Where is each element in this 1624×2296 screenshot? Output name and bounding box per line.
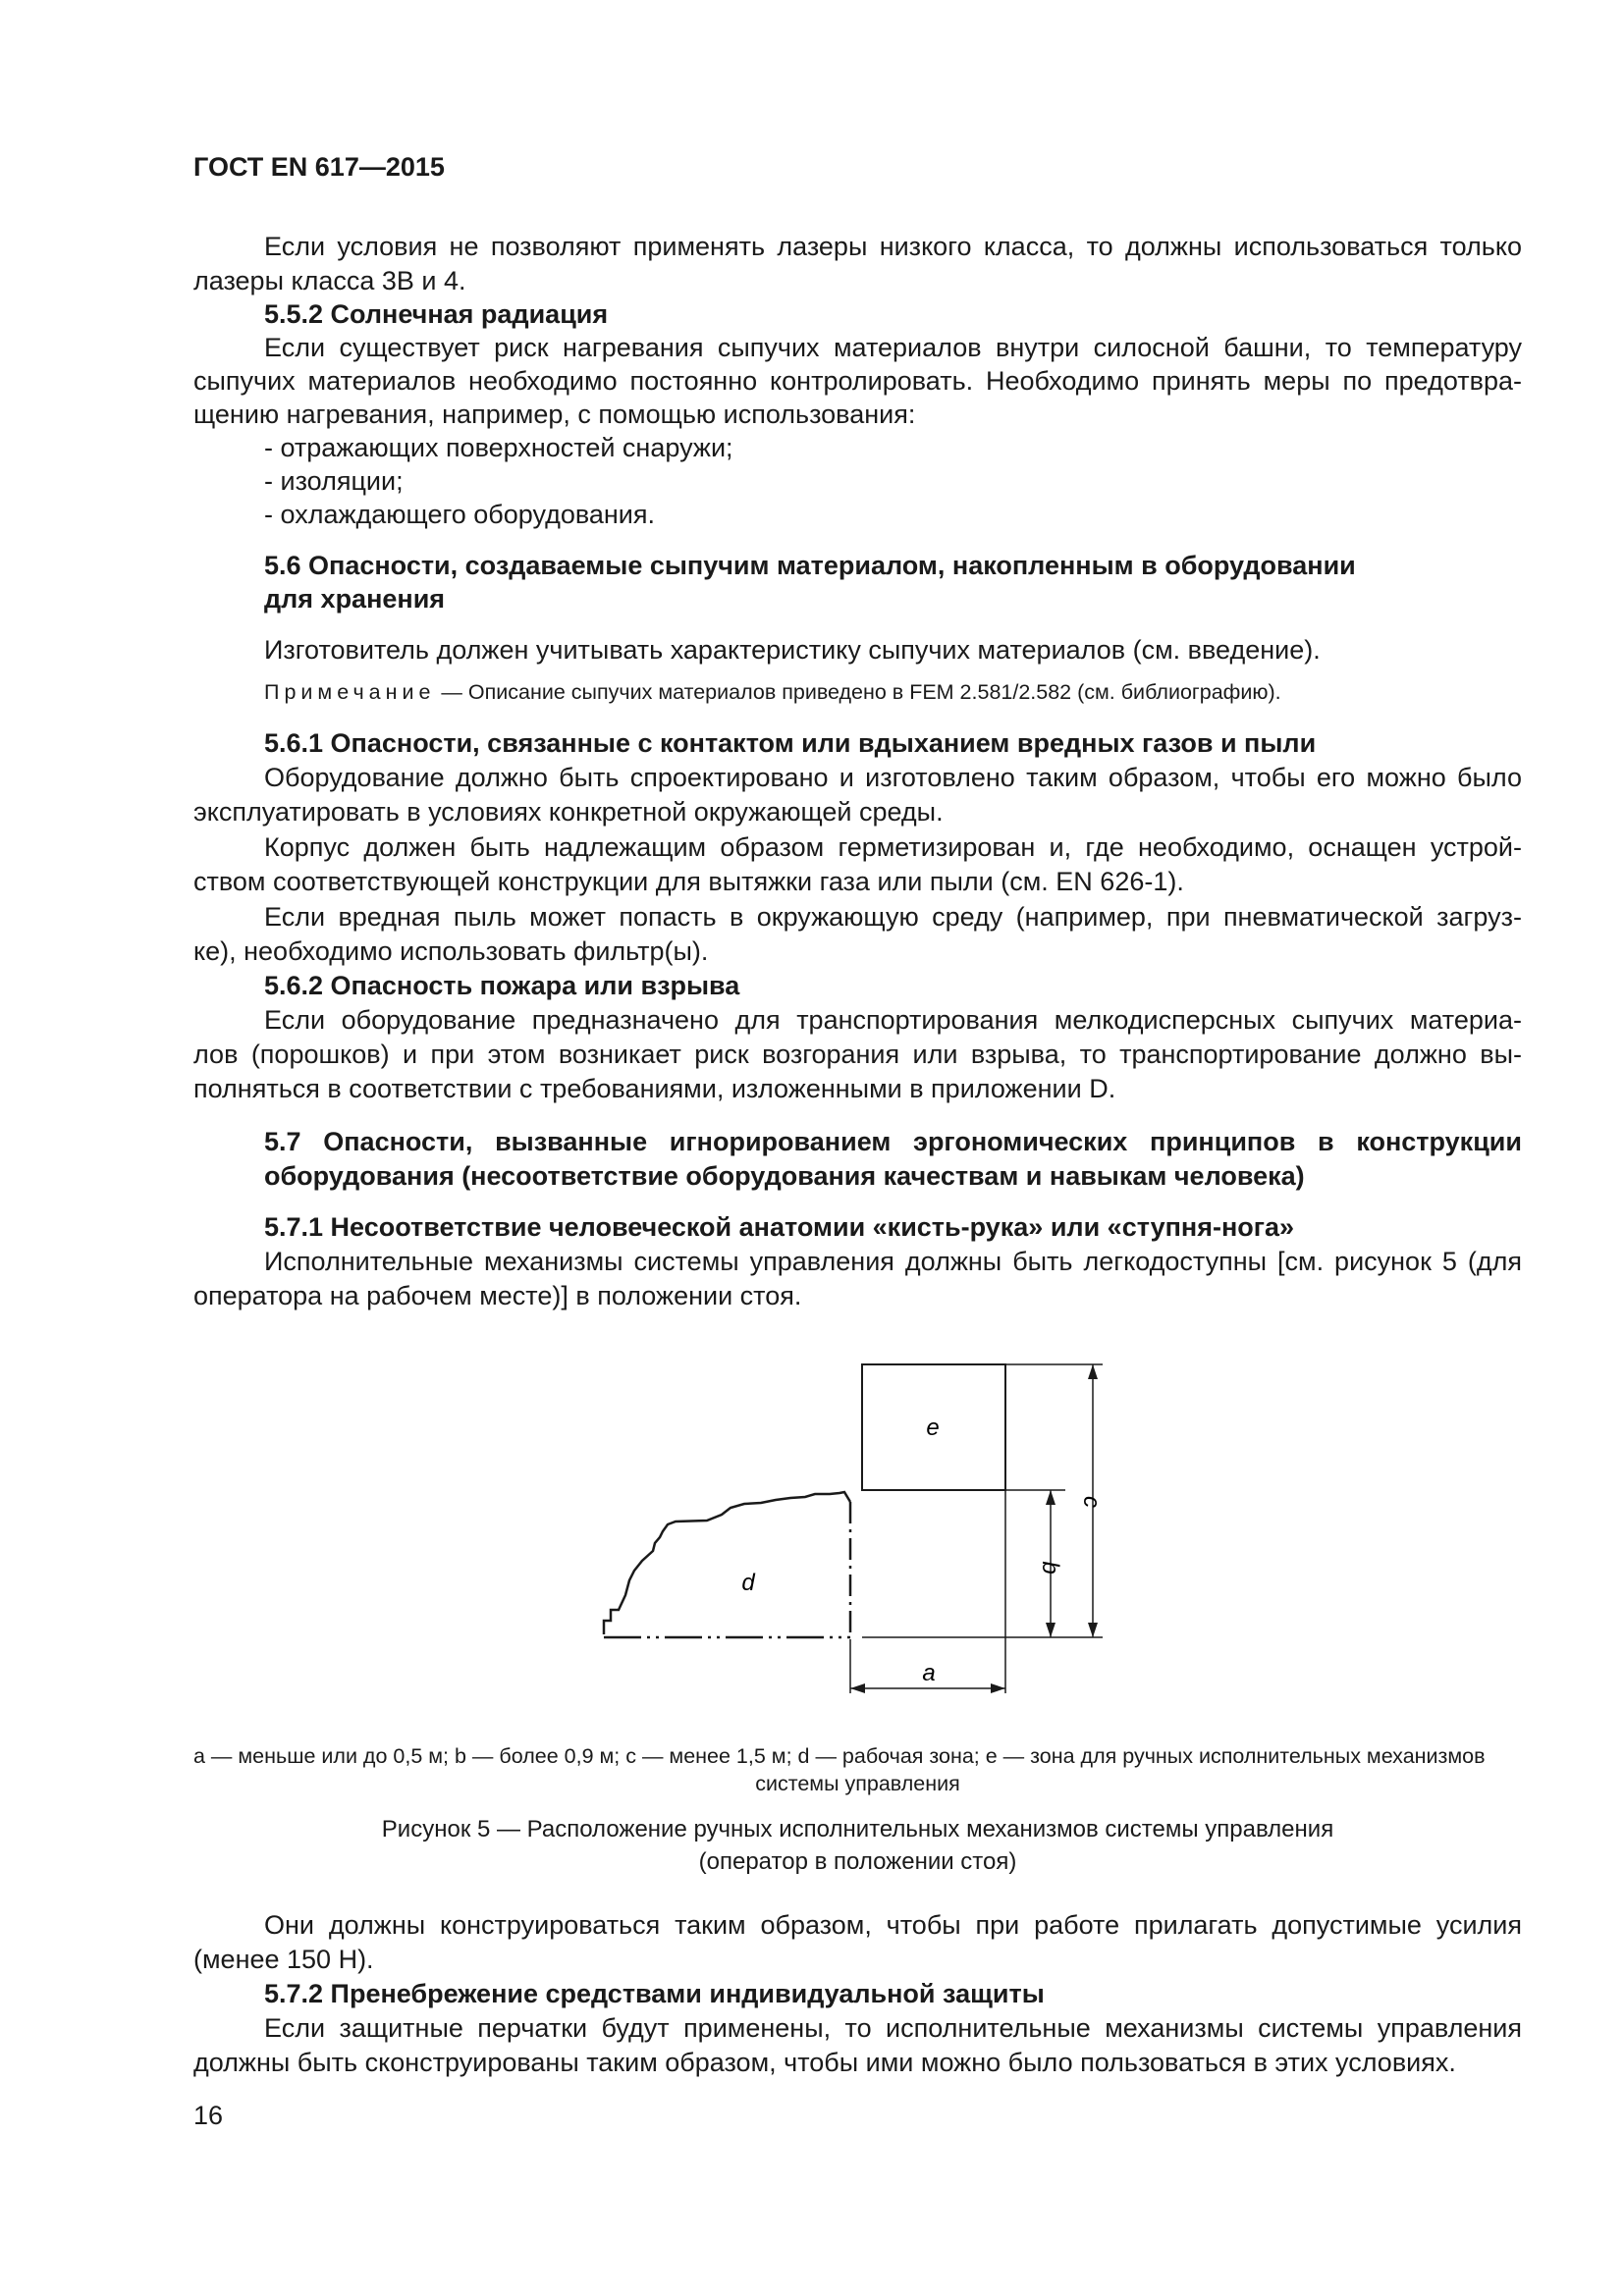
section-heading-5-7: 5.7 Опасности, вызванные игнорированием эргономических принципов в конструкции — [264, 1127, 1522, 1156]
document-header: ГОСТ EN 617—2015 — [193, 152, 445, 182]
section-heading-5-7-1: 5.7.1 Несоответствие человеческой анатомии «кисть-рука» или «ступня-нога» — [264, 1212, 1295, 1242]
page-number: 16 — [193, 2101, 224, 2130]
figure-legend-cont: системы управления — [755, 1772, 960, 1795]
paragraph-line: полняться в соответствии с требованиями, изложенными в приложении D. — [193, 1074, 1116, 1103]
paragraph-line: сыпучих материалов необходимо постоянно контролировать. Необходимо принять меры по предотвра- — [193, 366, 1522, 396]
label-c: c — [1078, 1496, 1105, 1508]
paragraph-line: Корпус должен быть надлежащим образом герметизирован и, где необходимо, оснащен устрой- — [264, 832, 1522, 862]
arrowhead — [1088, 1364, 1098, 1379]
paragraph-line: Исполнительные механизмы системы управления должны быть легкодоступны [см. рисунок 5 (для — [264, 1247, 1522, 1276]
figure-caption-cont: (оператор в положении стоя) — [698, 1848, 1017, 1875]
paragraph-line: Изготовитель должен учитывать характеристику сыпучих материалов (см. введение). — [264, 635, 1321, 665]
figure-legend: а — меньше или до 0,5 м; b — более 0,9 м; с — менее 1,5 м; d — рабочая зона; е — зона для ручных исполнительных механизмов — [193, 1744, 1486, 1768]
list-item: - охлаждающего оборудования. — [264, 500, 656, 529]
paragraph-line: Если защитные перчатки будут применены, то исполнительные механизмы системы управления — [264, 2013, 1522, 2043]
paragraph-line: Если оборудование предназначено для транспортирования мелкодисперсных сыпучих материа- — [264, 1005, 1522, 1035]
paragraph-line: лазеры класса 3В и 4. — [193, 266, 466, 295]
label-a: a — [922, 1660, 936, 1686]
paragraph-line: лов (порошков) и при этом возникает риск возгорания или взрыва, то транспортирование должно вы- — [193, 1040, 1522, 1069]
figure-caption: Рисунок 5 — Расположение ручных исполнительных механизмов системы управления — [381, 1816, 1334, 1842]
note-label: Примечание — [264, 680, 436, 704]
paragraph-line: должны быть сконструированы таким образом, чтобы ими можно было пользоваться в этих условиях. — [193, 2048, 1456, 2077]
paragraph-line: ством соответствующей конструкции для вытяжки газа или пыли (см. EN 626-1). — [193, 867, 1184, 896]
paragraph-line: ке), необходимо использовать фильтр(ы). — [193, 936, 709, 966]
paragraph-line: Если существует риск нагревания сыпучих материалов внутри силосной башни, то температуру — [264, 333, 1522, 362]
arrowhead — [1046, 1490, 1056, 1505]
working-zone-outline — [604, 1492, 850, 1634]
paragraph-line: оператора на рабочем месте)] в положении стоя. — [193, 1281, 802, 1310]
label-e: e — [926, 1415, 940, 1441]
arrowhead — [991, 1683, 1005, 1693]
section-heading-5-7-cont: оборудования (несоответствие оборудования качествам и навыкам человека) — [264, 1161, 1305, 1191]
paragraph-line: Оборудование должно быть спроектировано и изготовлено таким образом, чтобы его можно было — [264, 763, 1522, 792]
paragraph-line: Если вредная пыль может попасть в окружающую среду (например, при пневматической загруз- — [264, 902, 1522, 932]
paragraph-line: эксплуатировать в условиях конкретной окружающей среды. — [193, 797, 944, 827]
section-heading-5-7-2: 5.7.2 Пренебрежение средствами индивидуальной защиты — [264, 1979, 1045, 2008]
label-b: b — [1037, 1561, 1063, 1575]
paragraph-line: щению нагревания, например, с помощью использования: — [193, 400, 916, 429]
paragraph-line: (менее 150 Н). — [193, 1945, 374, 1974]
section-heading-5-6-cont: для хранения — [264, 584, 446, 614]
paragraph-line: Они должны конструироваться таким образом, чтобы при работе прилагать допустимые усилия — [264, 1910, 1522, 1940]
section-heading-5-6-1: 5.6.1 Опасности, связанные с контактом или вдыханием вредных газов и пыли — [264, 728, 1317, 758]
arrowhead — [1046, 1623, 1056, 1637]
arrowhead — [1088, 1623, 1098, 1637]
arrowhead — [850, 1683, 865, 1693]
paragraph-line: Если условия не позволяют применять лазеры низкого класса, то должны использоваться только — [264, 232, 1522, 261]
list-item: - отражающих поверхностей снаружи; — [264, 433, 733, 462]
section-heading-5-6-2: 5.6.2 Опасность пожара или взрыва — [264, 971, 740, 1000]
label-d: d — [741, 1570, 755, 1596]
list-item: - изоляции; — [264, 466, 404, 496]
section-heading-5-5-2: 5.5.2 Солнечная радиация — [264, 299, 609, 329]
section-heading-5-6: 5.6 Опасности, создаваемые сыпучим материалом, накопленным в оборудовании — [264, 551, 1356, 580]
note-text: — Описание сыпучих материалов приведено в FEM 2.581/2.582 (см. библиографию). — [435, 680, 1281, 704]
